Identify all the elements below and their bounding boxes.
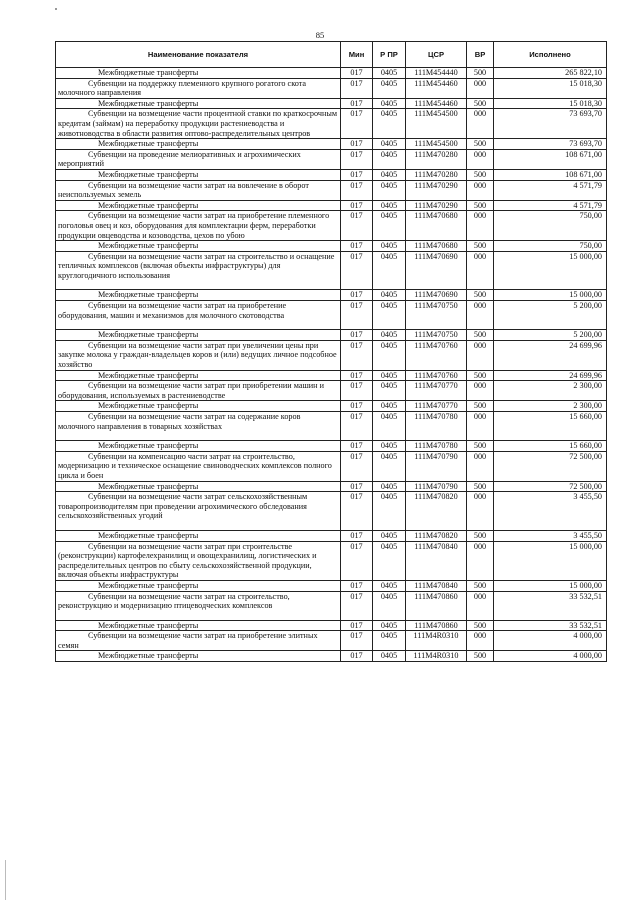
table-row-transfer xyxy=(56,481,607,492)
cell-rpr: 0405 xyxy=(373,631,406,651)
cell-csr: 111М470760 xyxy=(406,370,467,381)
header-value: Исполнено xyxy=(494,42,607,68)
cell-min: 017 xyxy=(341,180,373,200)
header-rpr: Р ПР xyxy=(373,42,406,68)
cell-name: Субвенции на возмещение части затрат при строительстве (реконструкции) картофелехранилищ и овощехранилищ, логистических и распределительных центров по сбыту сельскохозяйственной продукции, включая объекты инфраструктуры xyxy=(56,541,341,580)
cell-name: Межбюджетные трансферты xyxy=(56,401,341,412)
table-row-subvention xyxy=(56,180,607,200)
cell-rpr: 0405 xyxy=(373,651,406,662)
cell-name: Межбюджетные трансферты xyxy=(56,530,341,541)
table-body xyxy=(56,68,607,662)
table-row-subvention xyxy=(56,412,607,441)
cell-name: Субвенции на компенсацию части затрат на строительство, модернизацию и техническое оснащение свиноводческих комплексов полного цикла и боен xyxy=(56,451,341,481)
cell-vr: 500 xyxy=(467,441,494,452)
cell-csr: 111М470770 xyxy=(406,401,467,412)
cell-min: 017 xyxy=(341,251,373,290)
table-row-transfer xyxy=(56,401,607,412)
cell-value: 2 300,00 xyxy=(494,401,607,412)
cell-csr: 111М470280 xyxy=(406,149,467,169)
cell-rpr: 0405 xyxy=(373,330,406,341)
cell-name: Субвенции на возмещение части затрат на приобретение племенного поголовья овец и коз, оборудования для комплектации ферм, переработки продукции овцеводства и козоводства, цехов по убою xyxy=(56,211,341,241)
cell-vr: 500 xyxy=(467,651,494,662)
cell-rpr: 0405 xyxy=(373,301,406,330)
cell-csr: 111М470840 xyxy=(406,580,467,591)
cell-name: Субвенции на возмещение части затрат при увеличении цены при закупке молока у граждан-владельцев коров и (или) ведущих личное подсобное хозяйство xyxy=(56,340,341,370)
cell-min: 017 xyxy=(341,530,373,541)
cell-value: 15 000,00 xyxy=(494,541,607,580)
cell-csr: 111М470770 xyxy=(406,381,467,401)
cell-vr: 000 xyxy=(467,149,494,169)
table-row-transfer xyxy=(56,330,607,341)
cell-min: 017 xyxy=(341,139,373,150)
cell-value: 5 200,00 xyxy=(494,330,607,341)
cell-value: 24 699,96 xyxy=(494,370,607,381)
cell-value: 750,00 xyxy=(494,211,607,241)
cell-name: Субвенции на поддержку племенного крупного рогатого скота молочного направления xyxy=(56,78,341,98)
cell-csr: 111М454500 xyxy=(406,109,467,139)
cell-value: 24 699,96 xyxy=(494,340,607,370)
table-row-subvention xyxy=(56,251,607,290)
budget-execution-table xyxy=(55,41,607,662)
cell-value: 15 660,00 xyxy=(494,441,607,452)
cell-vr: 000 xyxy=(467,591,494,620)
cell-name: Межбюджетные трансферты xyxy=(56,68,341,79)
table-header-row xyxy=(56,42,607,68)
cell-vr: 000 xyxy=(467,451,494,481)
table-row-transfer xyxy=(56,530,607,541)
cell-min: 017 xyxy=(341,651,373,662)
cell-rpr: 0405 xyxy=(373,169,406,180)
cell-name: Субвенции на возмещение части затрат при приобретении машин и оборудования, используемых в растениеводстве xyxy=(56,381,341,401)
cell-name: Межбюджетные трансферты xyxy=(56,139,341,150)
table-row-subvention xyxy=(56,149,607,169)
cell-csr: 111М470290 xyxy=(406,180,467,200)
cell-name: Субвенции на возмещение части затрат на вовлечение в оборот неиспользуемых земель xyxy=(56,180,341,200)
table-row-transfer xyxy=(56,651,607,662)
cell-name: Межбюджетные трансферты xyxy=(56,370,341,381)
cell-vr: 500 xyxy=(467,330,494,341)
cell-rpr: 0405 xyxy=(373,620,406,631)
cell-min: 017 xyxy=(341,340,373,370)
cell-value: 15 018,30 xyxy=(494,78,607,98)
cell-rpr: 0405 xyxy=(373,370,406,381)
table-row-subvention xyxy=(56,541,607,580)
cell-min: 017 xyxy=(341,381,373,401)
cell-vr: 000 xyxy=(467,109,494,139)
cell-rpr: 0405 xyxy=(373,251,406,290)
cell-csr: 111М470780 xyxy=(406,412,467,441)
cell-value: 73 693,70 xyxy=(494,109,607,139)
table-row-subvention xyxy=(56,631,607,651)
cell-name: Межбюджетные трансферты xyxy=(56,241,341,252)
cell-min: 017 xyxy=(341,68,373,79)
cell-vr: 500 xyxy=(467,620,494,631)
header-vr: ВР xyxy=(467,42,494,68)
cell-rpr: 0405 xyxy=(373,481,406,492)
cell-vr: 000 xyxy=(467,541,494,580)
cell-min: 017 xyxy=(341,200,373,211)
cell-rpr: 0405 xyxy=(373,109,406,139)
cell-value: 108 671,00 xyxy=(494,149,607,169)
table-row-subvention xyxy=(56,301,607,330)
cell-name: Субвенции на возмещение части затрат на строительство, реконструкцию и модернизацию птицеводческих комплексов xyxy=(56,591,341,620)
cell-value: 73 693,70 xyxy=(494,139,607,150)
cell-rpr: 0405 xyxy=(373,68,406,79)
table-row-subvention xyxy=(56,340,607,370)
table-row-transfer xyxy=(56,169,607,180)
cell-name: Субвенции на проведение мелиоративных и агрохимических мероприятий xyxy=(56,149,341,169)
cell-rpr: 0405 xyxy=(373,451,406,481)
cell-name: Межбюджетные трансферты xyxy=(56,169,341,180)
cell-vr: 500 xyxy=(467,481,494,492)
cell-csr: 111М470860 xyxy=(406,620,467,631)
cell-min: 017 xyxy=(341,78,373,98)
scan-artifact-dot xyxy=(55,8,57,10)
cell-name: Межбюджетные трансферты xyxy=(56,651,341,662)
cell-value: 4 571,79 xyxy=(494,180,607,200)
cell-vr: 000 xyxy=(467,381,494,401)
cell-min: 017 xyxy=(341,541,373,580)
cell-rpr: 0405 xyxy=(373,180,406,200)
cell-csr: 111М470840 xyxy=(406,541,467,580)
cell-value: 3 455,50 xyxy=(494,492,607,531)
cell-value: 33 532,51 xyxy=(494,591,607,620)
scan-edge-mark xyxy=(5,860,6,900)
cell-vr: 500 xyxy=(467,68,494,79)
cell-csr: 111М470290 xyxy=(406,200,467,211)
cell-csr: 111М470750 xyxy=(406,330,467,341)
table-row-subvention xyxy=(56,211,607,241)
cell-name: Межбюджетные трансферты xyxy=(56,580,341,591)
cell-min: 017 xyxy=(341,620,373,631)
cell-min: 017 xyxy=(341,481,373,492)
cell-value: 15 000,00 xyxy=(494,251,607,290)
table-row-subvention xyxy=(56,451,607,481)
table-row-subvention xyxy=(56,492,607,531)
cell-value: 5 200,00 xyxy=(494,301,607,330)
cell-min: 017 xyxy=(341,109,373,139)
cell-value: 72 500,00 xyxy=(494,451,607,481)
cell-csr: 111М454500 xyxy=(406,139,467,150)
table-row-transfer xyxy=(56,200,607,211)
cell-value: 4 000,00 xyxy=(494,631,607,651)
cell-vr: 500 xyxy=(467,580,494,591)
table-row-subvention xyxy=(56,109,607,139)
cell-name: Межбюджетные трансферты xyxy=(56,481,341,492)
cell-csr: 111М470860 xyxy=(406,591,467,620)
cell-min: 017 xyxy=(341,330,373,341)
table-row-subvention xyxy=(56,381,607,401)
cell-rpr: 0405 xyxy=(373,492,406,531)
cell-csr: 111М4R0310 xyxy=(406,631,467,651)
cell-vr: 000 xyxy=(467,78,494,98)
cell-min: 017 xyxy=(341,441,373,452)
cell-name: Межбюджетные трансферты xyxy=(56,98,341,109)
cell-min: 017 xyxy=(341,211,373,241)
cell-rpr: 0405 xyxy=(373,441,406,452)
table-row-transfer xyxy=(56,68,607,79)
table-row-transfer xyxy=(56,98,607,109)
cell-value: 15 000,00 xyxy=(494,290,607,301)
cell-vr: 000 xyxy=(467,340,494,370)
cell-name: Субвенции на возмещение части затрат сельскохозяйственным товаропроизводителям при проведении агрохимического обследования сельскохозяйственных угодий xyxy=(56,492,341,531)
header-name: Наименование показателя xyxy=(56,42,341,68)
table-row-transfer xyxy=(56,580,607,591)
cell-name: Межбюджетные трансферты xyxy=(56,290,341,301)
table-row-transfer xyxy=(56,290,607,301)
cell-vr: 000 xyxy=(467,492,494,531)
cell-vr: 500 xyxy=(467,530,494,541)
cell-csr: 111М470790 xyxy=(406,451,467,481)
cell-csr: 111М470760 xyxy=(406,340,467,370)
cell-rpr: 0405 xyxy=(373,290,406,301)
cell-rpr: 0405 xyxy=(373,541,406,580)
cell-vr: 500 xyxy=(467,401,494,412)
cell-min: 017 xyxy=(341,580,373,591)
cell-min: 017 xyxy=(341,492,373,531)
cell-vr: 500 xyxy=(467,290,494,301)
cell-value: 33 532,51 xyxy=(494,620,607,631)
cell-rpr: 0405 xyxy=(373,591,406,620)
header-csr: ЦСР xyxy=(406,42,467,68)
cell-csr: 111М470280 xyxy=(406,169,467,180)
cell-vr: 500 xyxy=(467,98,494,109)
page-number: 85 xyxy=(315,30,325,40)
table-row-subvention xyxy=(56,591,607,620)
cell-csr: 111М470820 xyxy=(406,492,467,531)
cell-min: 017 xyxy=(341,370,373,381)
cell-min: 017 xyxy=(341,451,373,481)
cell-rpr: 0405 xyxy=(373,401,406,412)
cell-csr: 111М454460 xyxy=(406,78,467,98)
table-row-transfer xyxy=(56,620,607,631)
cell-min: 017 xyxy=(341,401,373,412)
cell-min: 017 xyxy=(341,149,373,169)
table-row-subvention xyxy=(56,78,607,98)
cell-csr: 111М454440 xyxy=(406,68,467,79)
cell-value: 4 000,00 xyxy=(494,651,607,662)
cell-value: 750,00 xyxy=(494,241,607,252)
cell-csr: 111М470680 xyxy=(406,241,467,252)
cell-value: 265 822,10 xyxy=(494,68,607,79)
cell-rpr: 0405 xyxy=(373,139,406,150)
cell-name: Межбюджетные трансферты xyxy=(56,620,341,631)
cell-value: 15 660,00 xyxy=(494,412,607,441)
cell-rpr: 0405 xyxy=(373,580,406,591)
cell-vr: 000 xyxy=(467,180,494,200)
cell-rpr: 0405 xyxy=(373,340,406,370)
cell-csr: 111М470790 xyxy=(406,481,467,492)
cell-rpr: 0405 xyxy=(373,381,406,401)
cell-name: Субвенции на возмещение части затрат на приобретение элитных семян xyxy=(56,631,341,651)
cell-min: 017 xyxy=(341,290,373,301)
cell-value: 108 671,00 xyxy=(494,169,607,180)
cell-vr: 000 xyxy=(467,631,494,651)
cell-min: 017 xyxy=(341,591,373,620)
cell-name: Межбюджетные трансферты xyxy=(56,330,341,341)
cell-vr: 000 xyxy=(467,412,494,441)
table-row-transfer xyxy=(56,370,607,381)
table-row-transfer xyxy=(56,241,607,252)
cell-min: 017 xyxy=(341,301,373,330)
cell-csr: 111М470680 xyxy=(406,211,467,241)
cell-rpr: 0405 xyxy=(373,78,406,98)
cell-rpr: 0405 xyxy=(373,241,406,252)
cell-name: Межбюджетные трансферты xyxy=(56,441,341,452)
cell-min: 017 xyxy=(341,98,373,109)
cell-name: Субвенции на возмещение части затрат на содержание коров молочного направления в товарных хозяйствах xyxy=(56,412,341,441)
cell-name: Субвенции на возмещение части затрат на строительство и оснащение тепличных комплексов (включая объекты инфраструктуры) для круглогодичного использования xyxy=(56,251,341,290)
cell-rpr: 0405 xyxy=(373,211,406,241)
cell-min: 017 xyxy=(341,169,373,180)
cell-csr: 111М470750 xyxy=(406,301,467,330)
cell-rpr: 0405 xyxy=(373,200,406,211)
cell-name: Субвенции на возмещение части процентной ставки по краткосрочным кредитам (займам) на переработку продукции растениеводства и животноводства в области развития оптово-распределительных центров xyxy=(56,109,341,139)
cell-value: 15 000,00 xyxy=(494,580,607,591)
cell-csr: 111М470690 xyxy=(406,251,467,290)
cell-vr: 000 xyxy=(467,211,494,241)
cell-csr: 111М470780 xyxy=(406,441,467,452)
cell-rpr: 0405 xyxy=(373,412,406,441)
cell-min: 017 xyxy=(341,241,373,252)
cell-rpr: 0405 xyxy=(373,149,406,169)
cell-csr: 111М470690 xyxy=(406,290,467,301)
table-row-transfer xyxy=(56,441,607,452)
cell-vr: 500 xyxy=(467,200,494,211)
header-min: Мин xyxy=(341,42,373,68)
cell-csr: 111М4R0310 xyxy=(406,651,467,662)
cell-vr: 500 xyxy=(467,241,494,252)
cell-vr: 500 xyxy=(467,370,494,381)
cell-value: 15 018,30 xyxy=(494,98,607,109)
cell-min: 017 xyxy=(341,412,373,441)
cell-csr: 111М454460 xyxy=(406,98,467,109)
cell-value: 72 500,00 xyxy=(494,481,607,492)
cell-value: 4 571,79 xyxy=(494,200,607,211)
cell-value: 3 455,50 xyxy=(494,530,607,541)
table-row-transfer xyxy=(56,139,607,150)
cell-min: 017 xyxy=(341,631,373,651)
cell-vr: 000 xyxy=(467,251,494,290)
cell-name: Субвенции на возмещение части затрат на приобретение оборудования, машин и механизмов для молочного скотоводства xyxy=(56,301,341,330)
cell-rpr: 0405 xyxy=(373,98,406,109)
cell-csr: 111М470820 xyxy=(406,530,467,541)
cell-vr: 500 xyxy=(467,169,494,180)
cell-name: Межбюджетные трансферты xyxy=(56,200,341,211)
cell-value: 2 300,00 xyxy=(494,381,607,401)
cell-vr: 500 xyxy=(467,139,494,150)
cell-vr: 000 xyxy=(467,301,494,330)
cell-rpr: 0405 xyxy=(373,530,406,541)
